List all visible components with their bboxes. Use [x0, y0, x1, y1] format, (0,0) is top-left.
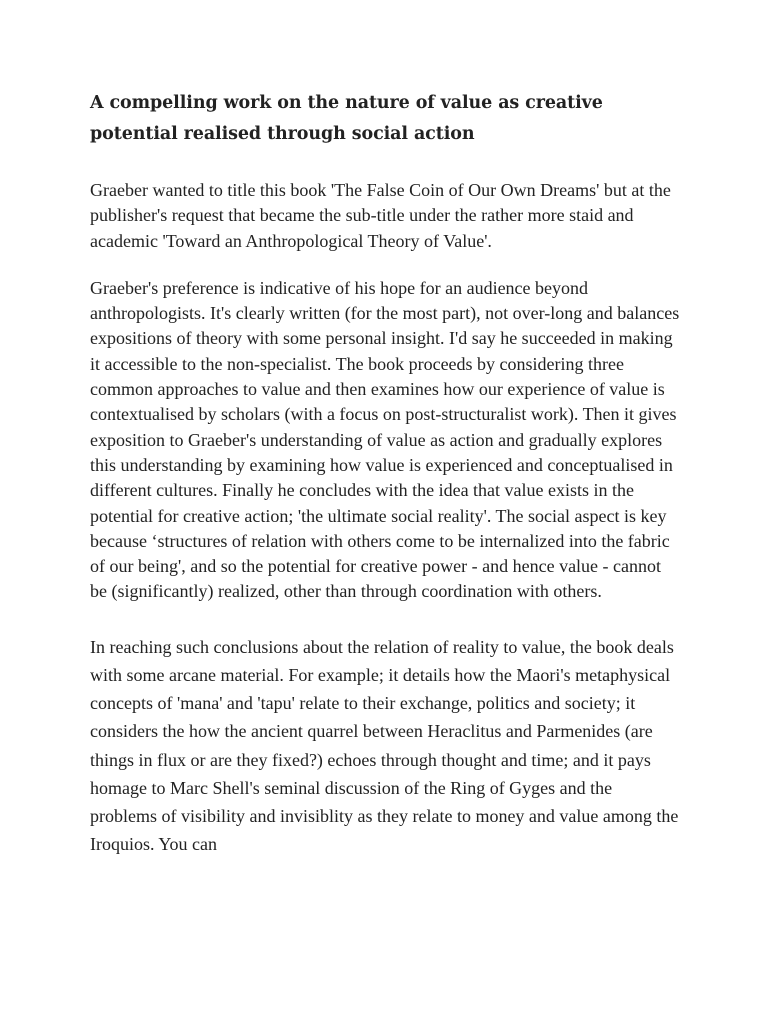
document-page [90, 88, 680, 879]
paragraph-material: In reaching such conclusions about the relation of reality to value, the book deals with some arcane material. For example; it details how the Maori's metaphysical concepts of 'mana' and 'tapu' relate to their exchange, politics and society; it considers the how the ancient quarrel between Heraclitus and Parmenides (are things in flux or are they fixed?) echoes through thought and time; and it pays homage to Marc Shell's seminal discussion of the Ring of Gyges and the problems of visibility and invisiblity as they relate to money and value among the Iroquios. You can [90, 636, 679, 855]
paragraph-summary: Graeber's preference is indicative of his hope for an audience beyond anthropologists. It's clearly written (for the most part), not over-long and balances expositions of theory with some personal insight. I'd say he succeeded in making it accessible to the non-specialist. The book proceeds by considering three common approaches to value and then examines how our experience of value is contextualised by scholars (with a focus on post-structuralist work). Then it gives exposition to Graeber's understanding of value as action and gradually explores this understanding by examining how value is experienced and conceptualised in different cultures. Finally he concludes with the idea that value exists in the potential for creative action; 'the ultimate social reality'. The social aspect is key because ‘structures of relation with others come to be internalized into the fabric of our being', and so the potential for creative power - and hence value - cannot be (significantly) realized, other than through coordination with others. [90, 277, 680, 602]
paragraph-intro: Graeber wanted to title this book 'The False Coin of Our Own Dreams' but at the publisher's request that became the sub-title under the rather more staid and academic 'Toward an Anthropological Theory of Value'. [90, 180, 671, 251]
review-title: A compelling work on the nature of value as creative potential realised through social action [90, 93, 603, 144]
